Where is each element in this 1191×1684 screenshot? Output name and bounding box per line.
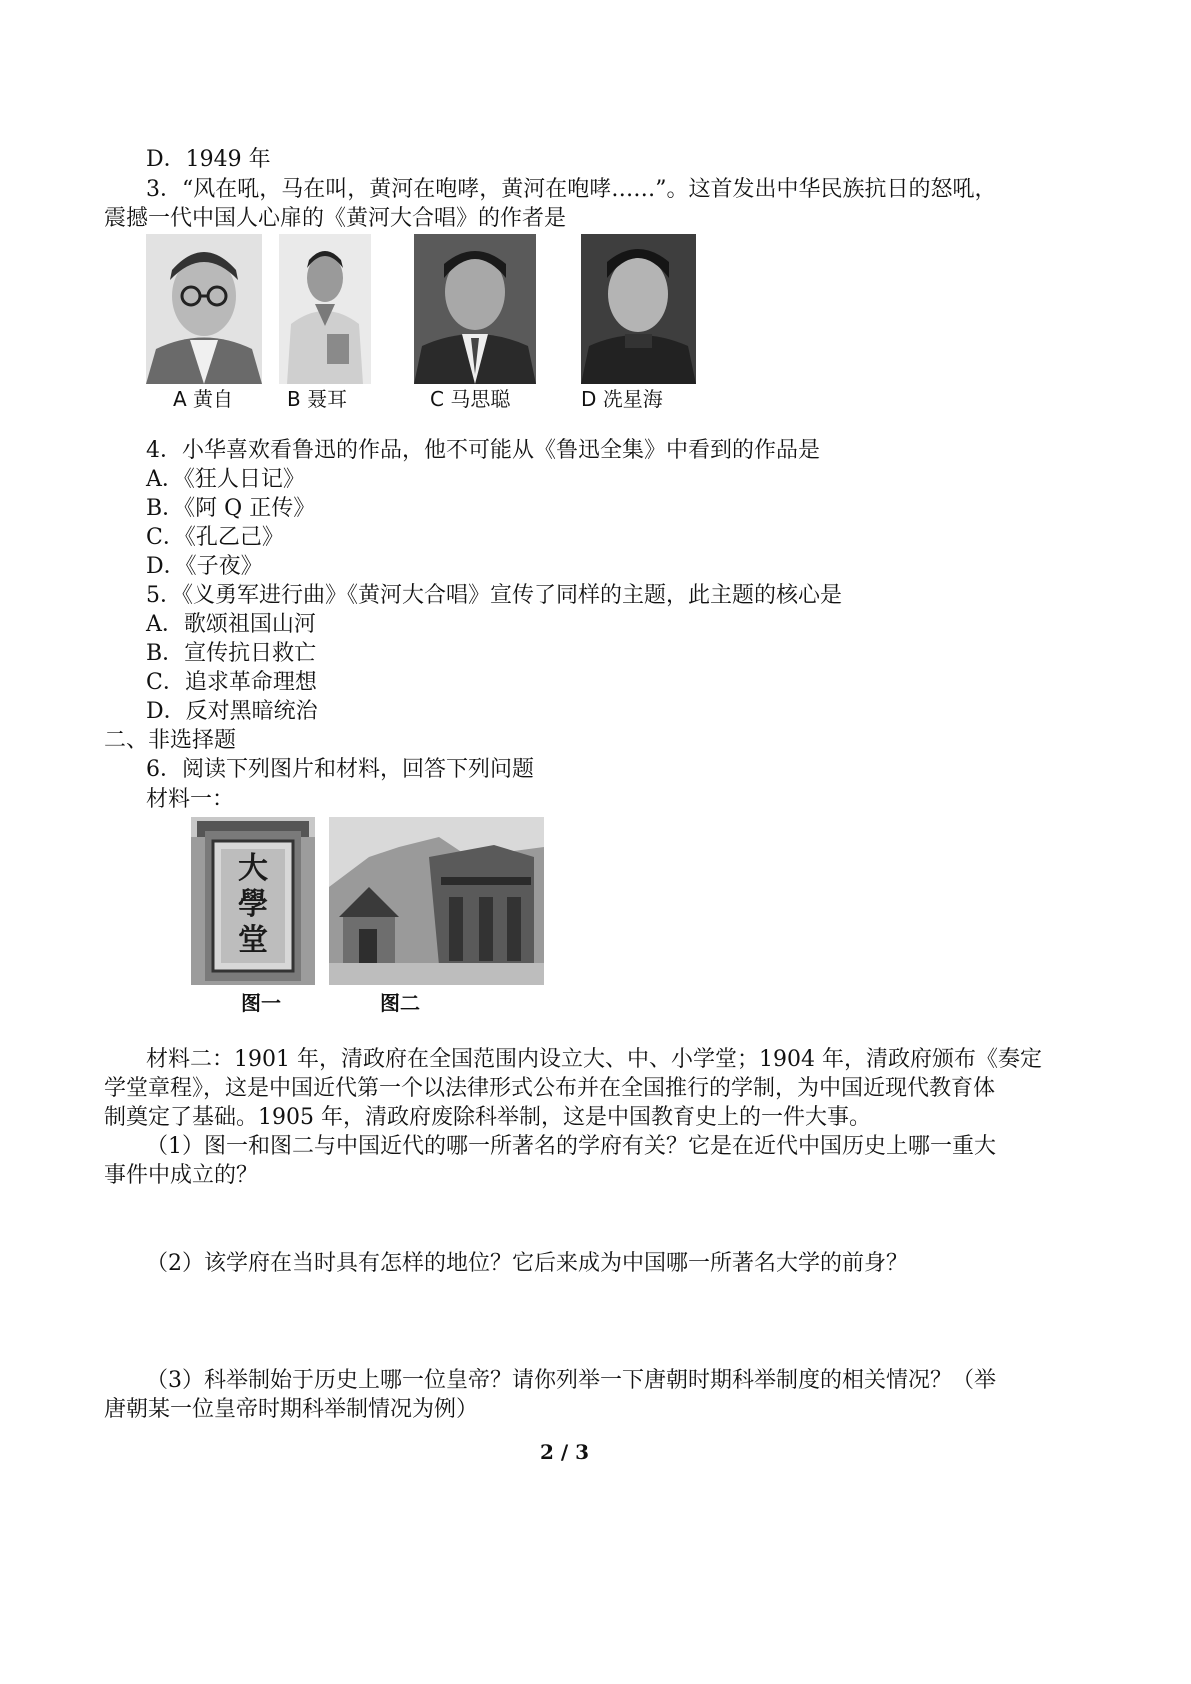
q5-option-d: D．反对黑暗统治 (146, 699, 318, 724)
figure-building (329, 817, 544, 985)
q4-option-d: D．《子夜》 (146, 554, 263, 579)
q2-option-d: D．1949 年 (146, 147, 271, 172)
portrait-huang-zi (146, 234, 262, 384)
material2-line2: 学堂章程》，这是中国近代第一个以法律形式公布并在全国推行的学制，为中国近现代教育体 (104, 1076, 996, 1101)
figure2-caption: 图二 (380, 991, 420, 1015)
subquestion3-line2: 唐朝某一位皇帝时期科举制情况为例） (104, 1397, 479, 1422)
portrait-caption-d: D 冼星海 (581, 387, 663, 411)
portrait-nie-er (279, 234, 371, 384)
material1-label: 材料一： (146, 787, 235, 812)
q3-stem-line2: 震撼一代中国人心扉的《黄河大合唱》的作者是 (104, 206, 567, 231)
subquestion3-line1: （3）科举制始于历史上哪一位皇帝？请你列举一下唐朝时期科举制度的相关情况？（举 (146, 1368, 996, 1393)
portrait-caption-b: B 聂耳 (287, 387, 348, 411)
q5-option-a: A．歌颂祖国山河 (146, 612, 316, 637)
q6-stem: 6．阅读下列图片和材料，回答下列问题 (146, 757, 534, 782)
material2-line1: 材料二：1901 年，清政府在全国范围内设立大、中、小学堂；1904 年，清政府颁布《奏定 (146, 1047, 1042, 1072)
page-number: 2 / 3 (540, 1440, 590, 1464)
q4-option-c: C．《孔乙己》 (146, 525, 284, 550)
q4-option-b: B．《阿 Q 正传》 (146, 496, 316, 521)
portrait-caption-c: C 马思聪 (430, 387, 511, 411)
q4-stem: 4．小华喜欢看鲁迅的作品，他不可能从《鲁迅全集》中看到的作品是 (146, 438, 820, 463)
subquestion1-line2: 事件中成立的？ (104, 1163, 259, 1188)
q3-stem-line1: 3．“风在吼，马在叫，黄河在咆哮，黄河在咆哮……”。这首发出中华民族抗日的怒吼， (146, 177, 997, 202)
plaque-characters: 大學堂 (238, 851, 268, 958)
material2-line3: 制奠定了基础。1905 年，清政府废除科举制，这是中国教育史上的一件大事。 (104, 1105, 871, 1130)
figure1-caption: 图一 (241, 991, 281, 1015)
portrait-caption-a: A 黄自 (173, 387, 234, 411)
portrait-ma-sicong (414, 234, 536, 384)
q5-stem: 5．《义勇军进行曲》《黄河大合唱》宣传了同样的主题，此主题的核心是 (146, 583, 842, 608)
q5-option-b: B．宣传抗日救亡 (146, 641, 317, 666)
subquestion2: （2）该学府在当时具有怎样的地位？它后来成为中国哪一所著名大学的前身？ (146, 1251, 908, 1276)
subquestion1-line1: （1）图一和图二与中国近代的哪一所著名的学府有关？它是在近代中国历史上哪一重大 (146, 1134, 996, 1159)
q5-option-c: C．追求革命理想 (146, 670, 317, 695)
figure-plaque (191, 817, 315, 985)
q4-option-a: A．《狂人日记》 (146, 467, 305, 492)
portrait-xian-xinghai (581, 234, 696, 384)
section-heading: 二、非选择题 (104, 728, 237, 753)
